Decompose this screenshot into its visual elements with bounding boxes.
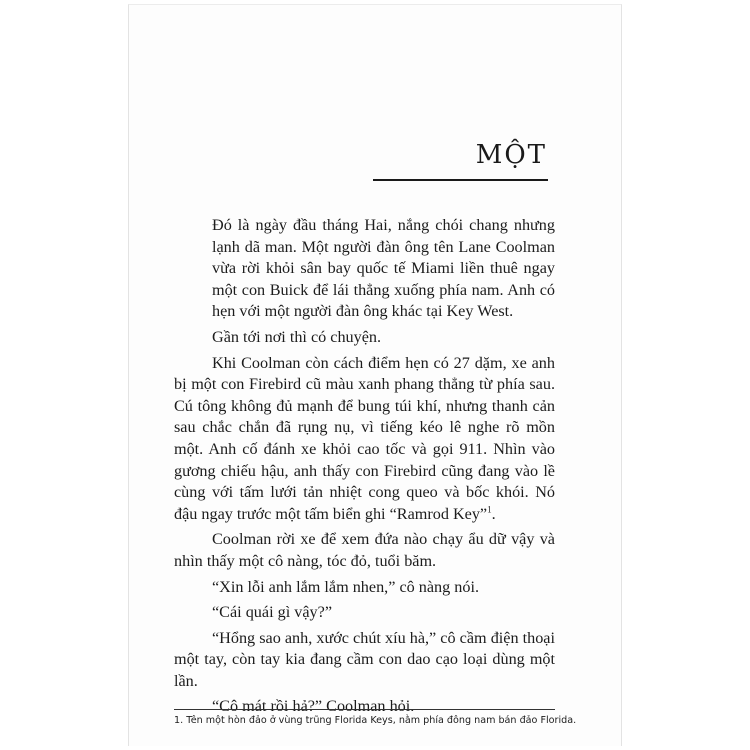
chapter-body: [174, 215, 555, 722]
book-page: [128, 4, 622, 746]
footnote-separator: [174, 709, 555, 710]
paragraph: “Xin lỗi anh lắm lắm nhen,” cô nàng nói.: [212, 577, 480, 596]
paragraph: Gần tới nơi thì có chuyện.: [212, 327, 382, 346]
footnote: 1. Tên một hòn đảo ở vùng trũng Florida Keys, nằm phía đông nam bán đảo Florida.: [174, 715, 577, 726]
footnote-marker: 1: [487, 504, 492, 515]
paragraph: “Cô mát rồi hả?” Coolman hỏi.: [212, 697, 415, 716]
paragraph: “Hổng sao anh, xước chút xíu hà,” cô cầm điện thoại một tay, còn tay kia đang cầm con dao cạo loại dùng một lần.: [174, 628, 555, 690]
paragraph-text: Khi Coolman còn cách điểm hẹn có 27 dặm, xe anh bị một con Firebird cũ màu xanh phang thẳng từ phía sau. Cú tông không đủ mạnh để bung túi khí, nhưng thanh cản sau chắc chắn đã rụng nụ, vì tiếng kéo lê nghe rõ mồn một. Anh cố đánh xe khỏi cao tốc và gọi 911. Nhìn vào gương chiếu hậu, anh thấy con Firebird cũng đang vào lề cùng với tấm lưới tản nhiệt cong queo và bốc khói. Nó đậu ngay trước một tấm biển ghi “Ramrod Key”: [174, 353, 555, 523]
paragraph: Đó là ngày đầu tháng Hai, nắng chói chang nhưng lạnh dã man. Một người đàn ông tên Lane Coolman vừa rời khỏi sân bay quốc tế Miami liền thuê ngay một con Buick để lái thẳng xuống phía nam. Anh có hẹn với một người đàn ông khác tại Key West.: [212, 216, 555, 321]
paragraph: Coolman rời xe để xem đứa nào chạy ẩu dữ vậy và nhìn thấy một cô nàng, tóc đỏ, tuổi băm.: [174, 530, 555, 570]
paragraph: “Cái quái gì vậy?”: [212, 603, 333, 622]
chapter-title: MỘT: [475, 140, 547, 170]
paragraph: [174, 353, 555, 526]
chapter-title-rule: [373, 179, 548, 181]
sentence-end: .: [491, 504, 496, 523]
